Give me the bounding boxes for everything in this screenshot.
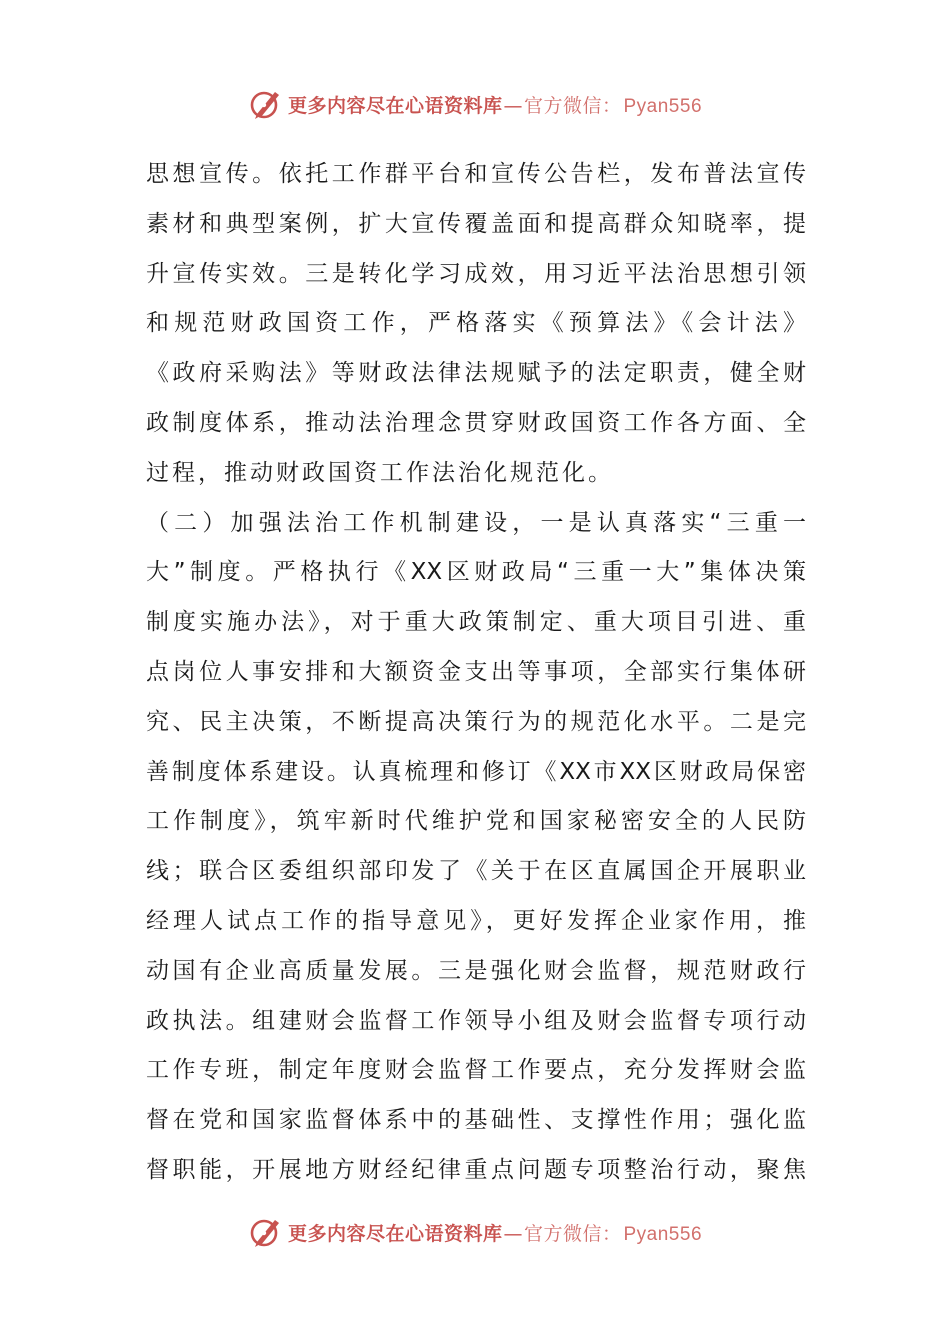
body-line: 制度实施办法》，对于重大政策制定、重大项目引进、重 [146,609,806,636]
body-line: 政执法。组建财会监督工作领导小组及财会监督专项行动 [146,1007,806,1034]
header-watermark [0,84,950,124]
document-body [146,150,806,1196]
body-line: 政制度体系，推动法治理念贯穿财政国资工作各方面、全 [146,409,806,436]
body-line: 线；联合区委组织部印发了《关于在区直属国企开展职业 [146,858,806,885]
body-line: 点岗位人事安排和大额资金支出等事项，全部实行集体研 [146,658,806,685]
body-line: 过程，推动财政国资工作法治化规范化。 [146,459,614,486]
body-line: 《政府采购法》等财政法律法规赋予的法定职责，健全财 [146,360,806,387]
header-brand: 更多内容尽在心语资料库 [287,94,503,117]
footer-official-label: 官方微信： [523,1222,622,1245]
footer-wechat-id: Pyan556 [623,1223,703,1245]
body-line: 升宣传实效。三是转化学习成效，用习近平法治思想引领 [146,260,806,287]
body-line: 督职能，开展地方财经纪律重点问题专项整治行动，聚焦 [146,1156,806,1183]
body-line: 究、民主决策，不断提高决策行为的规范化水平。二是完 [146,708,806,735]
body-line: 思想宣传。依托工作群平台和宣传公告栏，发布普法宣传 [146,161,806,187]
pen-circle-logo-icon [248,1214,284,1250]
header-dash: — [503,94,523,117]
footer-dash: — [503,1222,523,1245]
body-line: 动国有企业高质量发展。三是强化财会监督，规范财政行 [146,957,806,984]
body-line: 工作制度》，筑牢新时代维护党和国家秘密安全的人民防 [146,808,806,835]
pen-circle-logo-icon [248,86,284,122]
footer-watermark [0,1212,950,1252]
body-line: （二）加强法治工作机制建设，一是认真落实“三重一 [146,509,806,536]
body-line: 和规范财政国资工作，严格落实《预算法》《会计法》 [146,310,806,337]
body-line: 工作专班，制定年度财会监督工作要点，充分发挥财会监 [146,1057,806,1084]
body-line: 大”制度。严格执行《XX区财政局“三重一大”集体决策 [146,559,806,586]
body-line: 督在党和国家监督体系中的基础性、支撑性作用；强化监 [146,1107,806,1134]
body-line: 经理人试点工作的指导意见》，更好发挥企业家作用，推 [146,907,806,934]
body-line: 善制度体系建设。认真梳理和修订《XX市XX区财政局保密 [146,758,806,785]
header-wechat-id: Pyan556 [623,95,703,117]
body-line: 素材和典型案例，扩大宣传覆盖面和提高群众知晓率，提 [146,210,806,237]
header-official-label: 官方微信： [523,94,622,117]
footer-brand: 更多内容尽在心语资料库 [287,1222,503,1245]
